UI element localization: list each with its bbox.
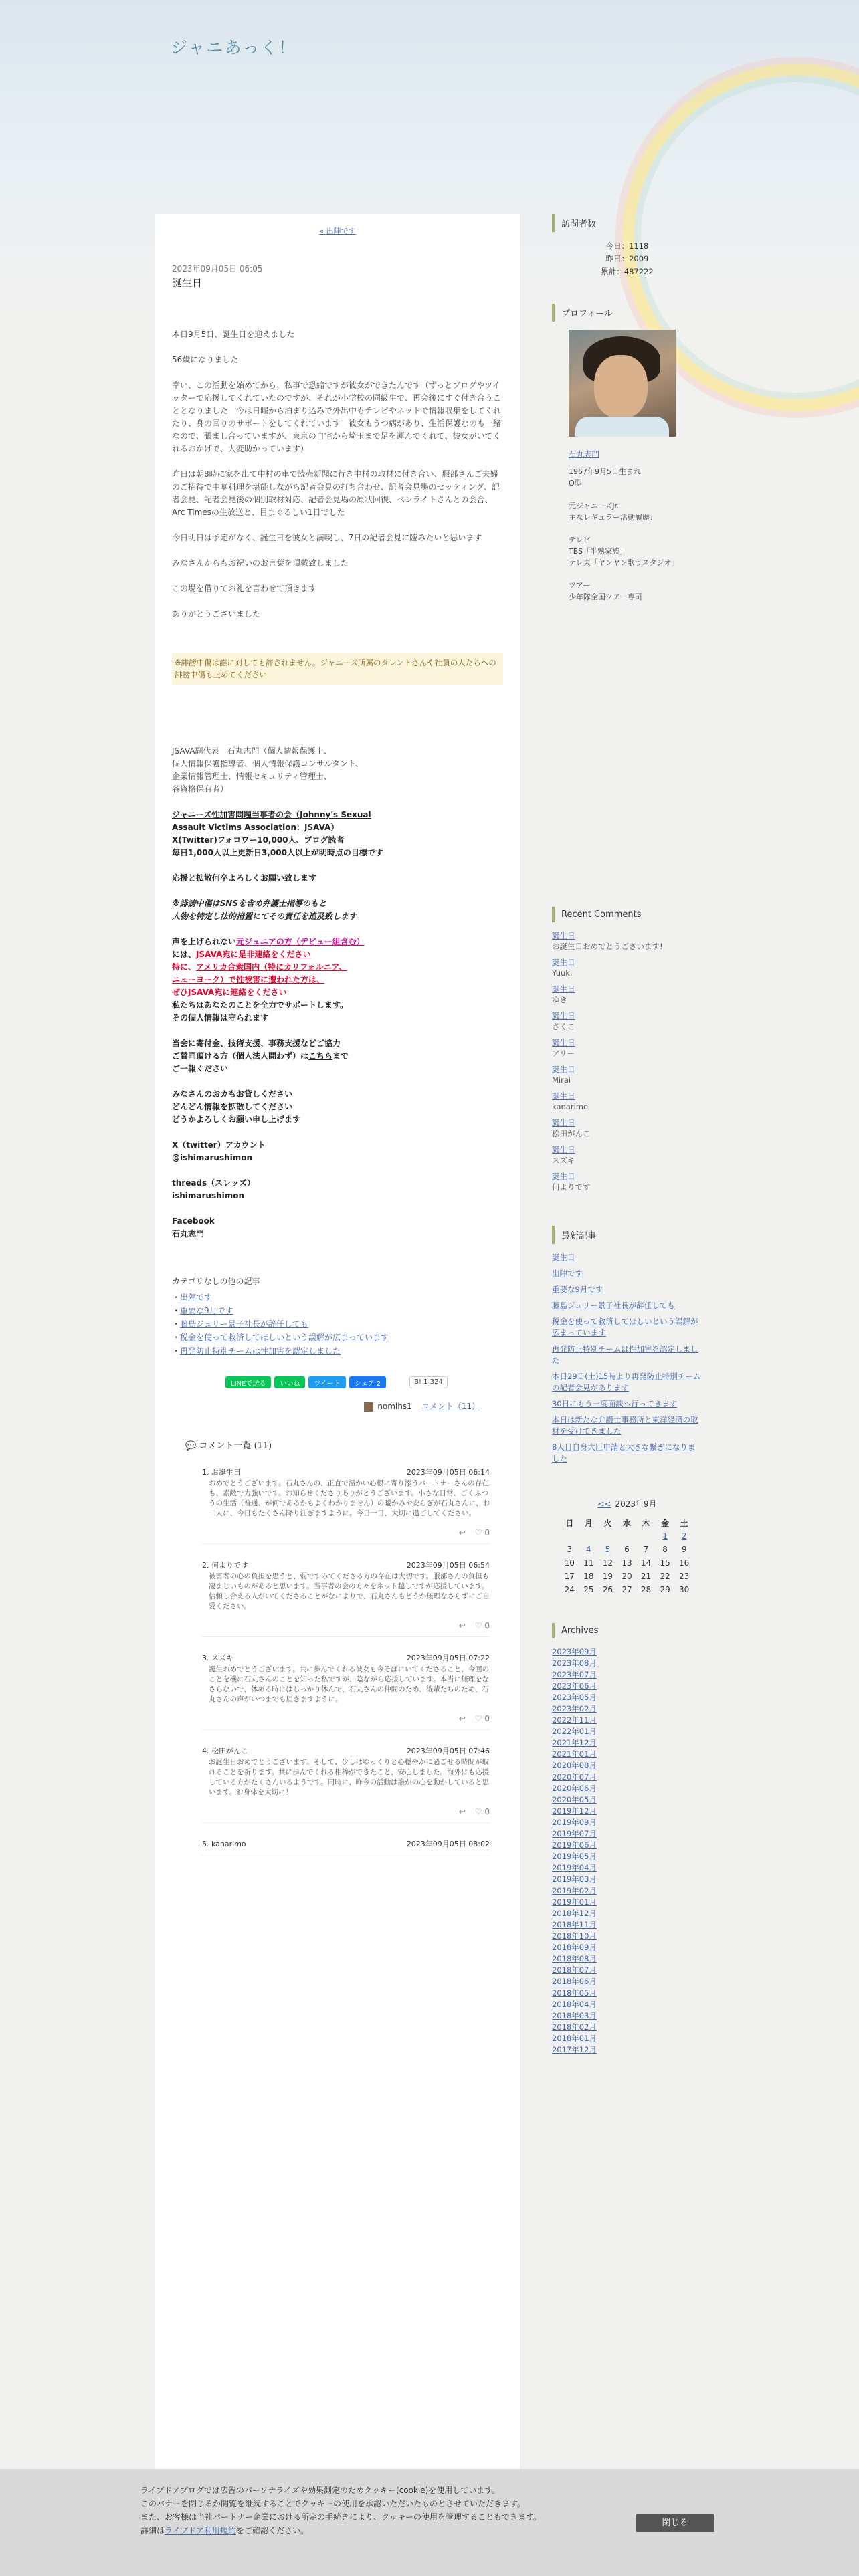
list-item — [552, 1064, 702, 1085]
calendar-day: 28 — [640, 1585, 652, 1594]
list-item: ・税金を使って救済してほしいという誤解が広まっています — [172, 1333, 389, 1342]
comment-body: 誕生おめでとうございます。共に歩んでくれる彼女も今そばにいてくださること、今回のことを機に石丸さんのことを知った私ですが、陰ながら応援しています。本当に無理をなさらないで、休める時にはしっかり休んで、石丸さんの仲間のため、後輩たちのため、石丸さんの声がいつまでも届きますように。 — [209, 1665, 490, 1703]
please-line: どんどん情報を拡散してください — [172, 1102, 293, 1111]
latest-post-link[interactable]: 8人目自身大臣申請と大きな繋ぎになりました — [552, 1442, 696, 1463]
slander-notice: ※誹謗中傷は誰に対しても許されません。ジャニーズ所属のタレントさんや社員の人たちへの誹謗中傷も止めてください — [172, 653, 503, 685]
visits-widget — [552, 214, 702, 278]
archive-link[interactable]: 2022年11月 — [552, 1715, 597, 1725]
threads-label: threads（スレッズ） — [172, 1178, 256, 1188]
archive-link[interactable]: 2022年01月 — [552, 1727, 597, 1736]
calendar-day: 30 — [679, 1585, 690, 1594]
rc-link[interactable]: 誕生日 — [552, 1065, 575, 1074]
main-column — [155, 214, 520, 2488]
cookie-text: また、お客様は当社パートナー企業における所定の手続きにより、クッキーの使用を管理することもできます。 — [140, 2512, 542, 2522]
voice-line: ぜひJSAVA宛に連絡をください — [172, 988, 287, 997]
calendar-day: 7 — [643, 1545, 649, 1554]
archive-link[interactable]: 2017年12月 — [552, 2045, 597, 2054]
voice-text: には、 — [172, 950, 197, 959]
archive-link[interactable]: 2018年04月 — [552, 2000, 597, 2009]
calendar-day: 16 — [679, 1558, 690, 1568]
calendar-weekday: 金 — [661, 1518, 670, 1528]
calendar-day: 19 — [602, 1572, 613, 1581]
profile-widget — [552, 304, 702, 603]
calendar-day: 3 — [567, 1545, 573, 1554]
contrib-line: 当会に寄付金、技術支援、事務支援などご協力 — [172, 1039, 341, 1048]
profile-text: 1967年9月5日生まれ O型 元ジャニーズJr. 主なレギュラー活動履歴： テレビ TBS「半熟家族」 テレ東「ヤンヤン歌うスタジオ」 ツアー 少年隊全国ツアー専司 — [569, 467, 679, 601]
comment-author: 2. 何よりです — [202, 1561, 248, 1570]
paragraph: 本日9月5日、誕生日を迎えました — [172, 330, 295, 339]
list-item — [552, 984, 702, 1005]
slander-warning: ※誹謗中傷はSNSを含め弁護士指導のもと — [172, 899, 326, 908]
calendar-weekday: 火 — [603, 1518, 612, 1528]
calendar-day: 21 — [640, 1572, 652, 1581]
list-item — [552, 1037, 702, 1059]
paragraph: ありがとうございました — [172, 609, 261, 619]
archive-link[interactable]: 2018年06月 — [552, 1977, 597, 1986]
paragraph: この場を借りてお礼を言わせて頂きます — [172, 584, 317, 593]
comment-item — [202, 1746, 490, 1823]
archive-link[interactable]: 2018年03月 — [552, 2011, 597, 2020]
archive-link[interactable]: 2018年09月 — [552, 1943, 597, 1952]
archive-link[interactable]: 2019年02月 — [552, 1886, 597, 1895]
rc-commenter: Yuuki — [552, 968, 573, 978]
calendar-day — [636, 1529, 656, 1543]
category-link[interactable]: 再発防止特別チームは性加害を認定しました — [180, 1346, 341, 1356]
list-item — [552, 957, 702, 978]
profile-name[interactable]: 石丸志門 — [569, 449, 599, 459]
voice-line: 私たちはあなたのことを全力でサポートします。 — [172, 1000, 349, 1010]
calendar-day: 25 — [583, 1585, 594, 1594]
calendar-day: 12 — [602, 1558, 613, 1568]
comment-author: 4. 松田がんこ — [202, 1747, 248, 1755]
archive-link[interactable]: 2019年09月 — [552, 1818, 597, 1827]
widget-title: Recent Comments — [552, 907, 702, 922]
tweet-button[interactable]: ツイート — [308, 1376, 346, 1388]
archive-link[interactable]: 2018年07月 — [552, 1965, 597, 1975]
x-handle: @ishimarushimon — [172, 1153, 253, 1162]
author-row — [172, 1400, 503, 1412]
list-item — [552, 1010, 702, 1032]
archive-link[interactable]: 2018年02月 — [552, 2022, 597, 2032]
share-row — [172, 1376, 503, 1388]
rc-link[interactable]: 誕生日 — [552, 1118, 575, 1128]
latest-post-link[interactable]: 本日は新たな弁護士事務所と東洋経済の取材を受けてきました — [552, 1415, 698, 1436]
calendar-day — [598, 1529, 617, 1543]
latest-post-link[interactable]: 重要な9月です — [552, 1285, 603, 1294]
like-button[interactable]: ♡ 0 — [474, 1714, 490, 1723]
rc-commenter: 何よりです — [552, 1182, 591, 1192]
comment-item — [202, 1653, 490, 1730]
calendar-day: 22 — [660, 1572, 670, 1581]
comment-time: 2023年09月05日 07:22 — [406, 1654, 490, 1662]
archive-link[interactable]: 2019年07月 — [552, 1829, 597, 1838]
visits-total: 累計：487222 — [601, 267, 654, 276]
voice-line — [172, 961, 503, 974]
archives-widget — [552, 1623, 702, 2056]
rc-link[interactable]: 誕生日 — [552, 1145, 575, 1154]
rc-link[interactable]: 誕生日 — [552, 931, 575, 940]
org-name: ジャニーズ性加害問題当事者の会（Johnny's Sexual — [172, 810, 371, 819]
widget-title: Archives — [552, 1623, 702, 1638]
comment-body: お誕生日おめでとうございます。そして、少しはゆっくりと心穏やかに過ごせる時間が取れることを祈ります。共に歩んでくれる相棒ができたこと、安心しました。海外にも応援している方がたくさんいるようです。同時に、昨今の活動は誰かの心を動かしていると思います。お身体を大切に！ — [209, 1758, 490, 1796]
calendar-day: 11 — [583, 1558, 594, 1568]
threads-handle: ishimarushimon — [172, 1191, 245, 1200]
facebook-label: Facebook — [172, 1216, 215, 1226]
archive-link[interactable]: 2019年06月 — [552, 1840, 597, 1850]
facebook-name: 石丸志門 — [172, 1229, 205, 1239]
comment-time: 2023年09月05日 06:54 — [406, 1561, 490, 1570]
archive-link[interactable]: 2020年08月 — [552, 1761, 597, 1770]
paragraph: 昨日は朝8時に家を出て中村の車で読売新聞に行き中村の取材に付き合い、服部さんご夫婦のご招待で中華料理を堪能しながら記者会見の打ち合わせ、記者会見場のセッティング、記者会見、記者会見後の個別取材対応、記者会見場の原状回復、ペンライトさんとの会合、Arc Timesの生放送と、目まぐるしい1日でした — [172, 469, 500, 517]
archive-link[interactable]: 2019年01月 — [552, 1897, 597, 1907]
category-link[interactable]: 藤島ジュリー景子社長が辞任しても — [180, 1319, 308, 1329]
reply-icon[interactable]: ↩ — [458, 1807, 466, 1816]
archive-link[interactable]: 2018年05月 — [552, 1988, 597, 1998]
calendar-weekday: 土 — [680, 1518, 688, 1528]
contrib-text: ご賛同頂ける方（個人法人問わず）は — [172, 1051, 309, 1061]
calendar-widget — [552, 1498, 702, 1596]
calendar-day: 24 — [564, 1585, 575, 1594]
widget-title: 最新記事 — [552, 1226, 702, 1244]
list-item: ・再発防止特別チームは性加害を認定しました — [172, 1346, 341, 1356]
calendar-day[interactable]: 2 — [681, 1531, 687, 1541]
calendar-day — [579, 1529, 599, 1543]
comment-item — [202, 1560, 490, 1637]
line-share-button[interactable]: LINEで送る — [225, 1376, 271, 1388]
facebook-share-button[interactable]: シェア 2 — [349, 1376, 386, 1388]
archive-link[interactable]: 2023年06月 — [552, 1681, 597, 1691]
visits-today: 今日：1118 — [605, 241, 649, 251]
calendar-weekday: 水 — [622, 1518, 631, 1528]
calendar-day: 8 — [662, 1545, 668, 1554]
profile-photo[interactable] — [569, 330, 676, 437]
rc-link[interactable]: 誕生日 — [552, 984, 575, 994]
support-text: 応援と拡散何卒よろしくお願い致します — [172, 873, 317, 883]
reply-icon[interactable]: ↩ — [458, 1621, 466, 1630]
comment-item — [202, 1839, 490, 1856]
paragraph: みなさんからもお祝いのお言葉を頂戴致しました — [172, 558, 349, 568]
contrib-line: ご一報ください — [172, 1064, 229, 1073]
rc-commenter: 松田がんこ — [552, 1129, 591, 1138]
category-list — [172, 1291, 503, 1358]
comment-body: おめでとうございます。石丸さんの、正直で温かい心根に寄り添うパートナーさんの存在も、素敵で力強いです。お知らせくださりありがとうございます。小さな日常、ごくふつうの生活（普通、が何であるかもよくわかりません）の暖かみや安らぎが石丸さんに、お二人に、今日もたくさん降り注ぎますように。今日一日、大切に過ごしてください。 — [209, 1479, 490, 1517]
contrib-text: まで — [332, 1051, 349, 1061]
paragraph: 今日明日は予定がなく、誕生日を彼女と満喫し、7日の記者会見に臨みたいと思います — [172, 533, 482, 542]
latest-post-link[interactable]: 再発防止特別チームは性加害を認定しました — [552, 1344, 698, 1365]
archive-link[interactable]: 2019年05月 — [552, 1852, 597, 1861]
rc-commenter: お誕生日おめでとうございます! — [552, 942, 663, 951]
cookie-text: このバナーを閉じるか閲覧を継続することでクッキーの使用を承認いただいたものとさせていただきます。 — [140, 2499, 526, 2508]
latest-posts-widget — [552, 1226, 702, 1465]
please-line: みなさんのおカもお貸しください — [172, 1089, 293, 1099]
category-link[interactable]: 税金を使って救済してほしいという誤解が広まっています — [180, 1333, 389, 1342]
x-label: X（twitter）アカウント — [172, 1140, 266, 1150]
calendar-day: 6 — [624, 1545, 630, 1554]
archive-link[interactable]: 2018年01月 — [552, 2034, 597, 2043]
hatena-bookmark-button[interactable]: B! 1,324 — [409, 1376, 448, 1388]
calendar-header — [552, 1498, 702, 1509]
signature-block — [172, 745, 503, 1241]
rc-link[interactable]: 誕生日 — [552, 1011, 575, 1021]
comment-time: 2023年09月05日 06:14 — [406, 1468, 490, 1477]
archive-link[interactable]: 2020年07月 — [552, 1772, 597, 1782]
archive-link[interactable]: 2023年02月 — [552, 1704, 597, 1713]
calendar-day: 9 — [681, 1545, 687, 1554]
widget-title: プロフィール — [552, 304, 702, 322]
comment-author: 1. お誕生日 — [202, 1468, 241, 1477]
list-item: ・出陣です — [172, 1293, 213, 1302]
org-name: Assault Victims Association：JSAVA） — [172, 823, 339, 832]
cookie-banner — [0, 2469, 859, 2576]
archive-link[interactable]: 2018年12月 — [552, 1909, 597, 1918]
comment-time: 2023年09月05日 08:02 — [406, 1840, 490, 1848]
calendar-day — [617, 1529, 637, 1543]
like-button[interactable]: ♡ 0 — [474, 1807, 490, 1816]
calendar-day: 14 — [640, 1558, 652, 1568]
rc-commenter: kanarimo — [552, 1102, 589, 1111]
comment-body: 被害者の心の負担を思うと、弱ですみてくださる方の存在は大切です。服部さんの負担も凄まじいものがあると思います。当事者の会の方々をネット越しですが応援しています。信頼し合える人がいてくださることがなによりで、石丸さんもどうか無理なさらずにご自愛ください。 — [209, 1572, 490, 1610]
comment-item — [202, 1467, 490, 1544]
calendar-weekday: 月 — [584, 1518, 593, 1528]
calendar-day: 27 — [622, 1585, 632, 1594]
calendar-weekday: 木 — [642, 1518, 650, 1528]
calendar-day: 26 — [602, 1585, 613, 1594]
calendar-day: 18 — [583, 1572, 594, 1581]
author-name[interactable]: nomihs1 — [377, 1402, 412, 1411]
cookie-text: ライブドアブログでは広告のパーソナライズや効果測定のためクッキー(cookie)を使用しています。 — [140, 2486, 500, 2495]
latest-post-link[interactable]: 税金を使って救済してほしいという誤解が広まっています — [552, 1317, 698, 1337]
terms-link[interactable]: ライブドア利用規約 — [165, 2526, 236, 2535]
voice-line: その個人情報は守られます — [172, 1013, 269, 1023]
voice-line: ニューヨーク）で性被害に遭われた方は、 — [172, 975, 325, 984]
reply-icon[interactable]: ↩ — [458, 1714, 466, 1723]
list-item — [552, 1171, 702, 1192]
voice-emphasis: 元ジュニアの方（デビュー組含む） — [236, 937, 365, 946]
post-title[interactable]: 誕生日 — [172, 277, 203, 289]
calendar-day: 13 — [622, 1558, 632, 1568]
voice-text: 特に、 — [172, 962, 197, 972]
voice-text: 声を上げられない — [172, 937, 237, 946]
category-link[interactable]: 重要な9月です — [180, 1306, 233, 1315]
please-line: どうかよろしくお願い申し上げます — [172, 1115, 301, 1124]
comment-icon: 💬 — [185, 1441, 197, 1451]
comment-count-link[interactable]: コメント（11） — [421, 1402, 480, 1411]
comment-time: 2023年09月05日 07:46 — [406, 1747, 490, 1755]
site-title[interactable]: ジャニあっく！ — [171, 38, 297, 58]
voice-line — [172, 936, 503, 948]
calendar-weekday: 日 — [565, 1518, 574, 1528]
contrib-line — [172, 1050, 503, 1063]
archive-link[interactable]: 2020年05月 — [552, 1795, 597, 1804]
voice-line — [172, 948, 503, 961]
post-body — [172, 328, 503, 1241]
latest-post-link[interactable]: 藤島ジュリー景子社長が辞任しても — [552, 1301, 675, 1310]
calendar-day: 10 — [564, 1558, 575, 1568]
rc-commenter: ゆき — [552, 995, 567, 1004]
archive-link[interactable]: 2018年08月 — [552, 1954, 597, 1963]
latest-post-link[interactable]: 30日にもう一度面談へ行ってきます — [552, 1399, 678, 1408]
rc-link[interactable]: 誕生日 — [552, 1038, 575, 1047]
calendar-day — [560, 1529, 579, 1543]
archive-link[interactable]: 2021年12月 — [552, 1738, 597, 1747]
list-item: ・藤島ジュリー景子社長が辞任しても — [172, 1319, 308, 1329]
paragraph: 幸い、この活動を始めてから、私事で恐縮ですが彼女ができたんです（ずっとブログやツイッターで応援してくれていたのですが、それが小学校の同級生で、再会後にすぐ付き合うこととなりました 今は日曜から泊まり込みで外出中もテレビやネットで情報収集をしてくれたり、身の回りのサポートをしてくれています 彼女もうつ病があり、生活保護なのも一緒なので、張まし合っていますが、東京の自宅から埼玉まで足を運んでくれて、彼女がいてくれるおかげで、大変助かっています） — [172, 381, 502, 453]
archive-list — [552, 1646, 702, 2056]
calendar-prev-link[interactable]: << — [597, 1499, 611, 1509]
sig-line: 各資格保有者） — [172, 784, 229, 794]
category-link[interactable]: 出陣です — [180, 1293, 213, 1302]
calendar-day[interactable]: 1 — [662, 1531, 668, 1541]
calendar-day[interactable]: 4 — [586, 1545, 591, 1554]
archive-link[interactable]: 2023年07月 — [552, 1670, 597, 1679]
category-heading: カテゴリなしの他の記事 — [172, 1277, 260, 1286]
calendar-day: 15 — [660, 1558, 670, 1568]
comment-author: 3. スズキ — [202, 1654, 233, 1662]
sig-line: 個人情報保護指導者、個人情報保護コンサルタント、 — [172, 759, 363, 768]
list-item — [552, 1144, 702, 1166]
sidebar — [552, 214, 702, 2488]
list-item — [552, 1117, 702, 1139]
visits-yesterday: 昨日：2009 — [605, 254, 649, 263]
sig-line: JSAVA副代表 石丸志門（個人情報保護士、 — [172, 746, 332, 756]
calendar-day: 17 — [564, 1572, 575, 1581]
reply-icon[interactable]: ↩ — [458, 1528, 466, 1537]
calendar-day: 20 — [622, 1572, 632, 1581]
comments-heading — [155, 1438, 520, 1451]
like-button[interactable]: ♡ 0 — [474, 1621, 490, 1630]
latest-post-link[interactable]: 誕生日 — [552, 1253, 575, 1262]
prev-article-link[interactable]: « 出陣です — [319, 227, 356, 235]
sig-line: 企業情報管理士、情報セキュリティ管理士、 — [172, 772, 332, 781]
rc-link[interactable]: 誕生日 — [552, 958, 575, 967]
contact-link[interactable]: こちら — [308, 1051, 333, 1061]
calendar-day: 23 — [679, 1572, 690, 1581]
archive-link[interactable]: 2018年11月 — [552, 1920, 597, 1929]
comment-author: 5. kanarimo — [202, 1840, 246, 1848]
like-button[interactable]: ♡ 0 — [474, 1528, 490, 1537]
rc-commenter: スズキ — [552, 1156, 575, 1165]
list-item — [552, 1091, 702, 1112]
cookie-close-button[interactable]: 閉じる — [636, 2514, 714, 2532]
calendar-day: 29 — [660, 1585, 670, 1594]
voice-emphasis: アメリカ合衆国内（特にカリフォルニア、 — [196, 962, 347, 972]
latest-post-link[interactable]: 出陣です — [552, 1269, 583, 1278]
rc-commenter: Mirai — [552, 1075, 571, 1085]
archive-link[interactable]: 2023年05月 — [552, 1693, 597, 1702]
views-text: 毎日1,000人以上更新日3,000人以上が明時点の目標です — [172, 848, 383, 857]
archive-link[interactable]: 2023年09月 — [552, 1647, 597, 1656]
recent-comments-widget — [552, 907, 702, 1192]
archive-link[interactable]: 2019年12月 — [552, 1806, 597, 1816]
calendar-table — [560, 1516, 694, 1596]
calendar-month: 2023年9月 — [615, 1499, 657, 1509]
followers-text: X(Twitter)フォロワー10,000人、ブログ読者 — [172, 835, 345, 845]
widget-title: 訪問者数 — [552, 214, 702, 232]
rc-commenter: さくこ — [552, 1022, 575, 1031]
list-item — [552, 930, 702, 952]
rc-link[interactable]: 誕生日 — [552, 1172, 575, 1181]
post-date: 2023年09月05日 06:05 — [172, 264, 263, 274]
calendar-day[interactable]: 5 — [605, 1545, 611, 1554]
archive-link[interactable]: 2021年01月 — [552, 1749, 597, 1759]
voice-emphasis: JSAVA宛に是非連絡をください — [196, 950, 311, 959]
archive-link[interactable]: 2019年04月 — [552, 1863, 597, 1872]
author-avatar — [364, 1402, 373, 1412]
paragraph: 56歳になりました — [172, 355, 239, 364]
archive-link[interactable]: 2018年10月 — [552, 1931, 597, 1941]
archive-link[interactable]: 2020年06月 — [552, 1784, 597, 1793]
comments-heading-text: コメント一覧 (11) — [199, 1441, 272, 1451]
archive-link[interactable]: 2023年08月 — [552, 1658, 597, 1668]
rc-commenter: アリー — [552, 1049, 575, 1058]
slander-warning: 人物を特定し法的措置にてその責任を追及致します — [172, 911, 357, 921]
rc-link[interactable]: 誕生日 — [552, 1091, 575, 1101]
cookie-text: 詳細はライブドア利用規約をご確認ください。 — [140, 2526, 308, 2535]
latest-post-link[interactable]: 本日29日(土)15時より再発防止特別チームの記者会見があります — [552, 1372, 701, 1392]
line-like-button[interactable]: いいね — [274, 1376, 305, 1388]
list-item: ・重要な9月です — [172, 1306, 233, 1315]
archive-link[interactable]: 2019年03月 — [552, 1874, 597, 1884]
